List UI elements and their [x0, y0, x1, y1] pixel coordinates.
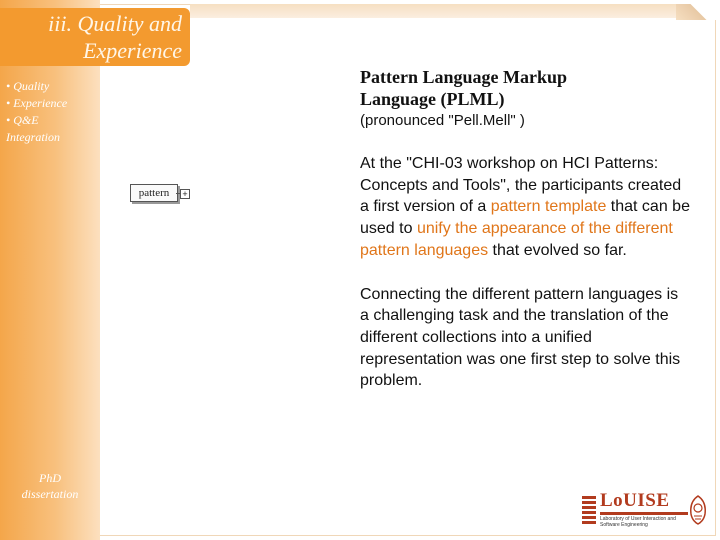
section-title: iii. Quality and Experience: [48, 11, 182, 63]
slide-heading: [360, 66, 690, 110]
main-content: [360, 66, 690, 414]
para1-highlight-2: unify the appearance of the different pattern languages: [360, 220, 673, 259]
logo-name: LoUISE: [600, 490, 670, 511]
para1-text-3: that evolved so far.: [488, 241, 627, 259]
nav-item-quality[interactable]: • Quality: [6, 79, 50, 93]
nav-item-qe[interactable]: • Q&E: [6, 113, 39, 127]
logo-band: [600, 512, 688, 515]
section-title-box: [0, 8, 190, 66]
logo-stripes-icon: [582, 496, 596, 524]
top-decoration-band: [190, 4, 716, 18]
footer-line-1: PhD: [39, 471, 61, 485]
paragraph-connecting: Connecting the different pattern languages is a challenging task and the translation of the different collections into a unified representation was one first step to solve this problem.: [360, 285, 681, 390]
sidebar: [0, 0, 100, 540]
section-nav: [6, 78, 98, 146]
para1-highlight-1: pattern template: [490, 198, 607, 216]
nav-item-integration[interactable]: Integration: [6, 130, 60, 144]
pronunciation-note: (pronounced "Pell.Mell" ): [360, 112, 525, 129]
heading-line-1: Pattern Language Markup: [360, 67, 567, 87]
para1-text-1: At the "CHI-03 workshop on HCI Patterns: Concepts and Tools", the participants created a first version of a: [360, 155, 682, 216]
expand-plus-icon: +: [180, 189, 190, 199]
university-emblem-icon: [686, 494, 710, 526]
heading-line-2: Language (PLML): [360, 89, 505, 109]
para1-text-2: that can be used to: [360, 198, 690, 238]
footer-line-2: dissertation: [21, 487, 79, 501]
page-corner-fold: [676, 4, 716, 20]
nav-item-experience[interactable]: • Experience: [6, 96, 68, 110]
louise-logo: [574, 490, 712, 536]
footer-label: [0, 470, 100, 502]
logo-subtitle: Laboratory of User Interaction and Software Engineering: [600, 516, 676, 528]
paragraph-workshop: [360, 153, 690, 262]
pattern-element-box: pattern: [130, 184, 178, 202]
